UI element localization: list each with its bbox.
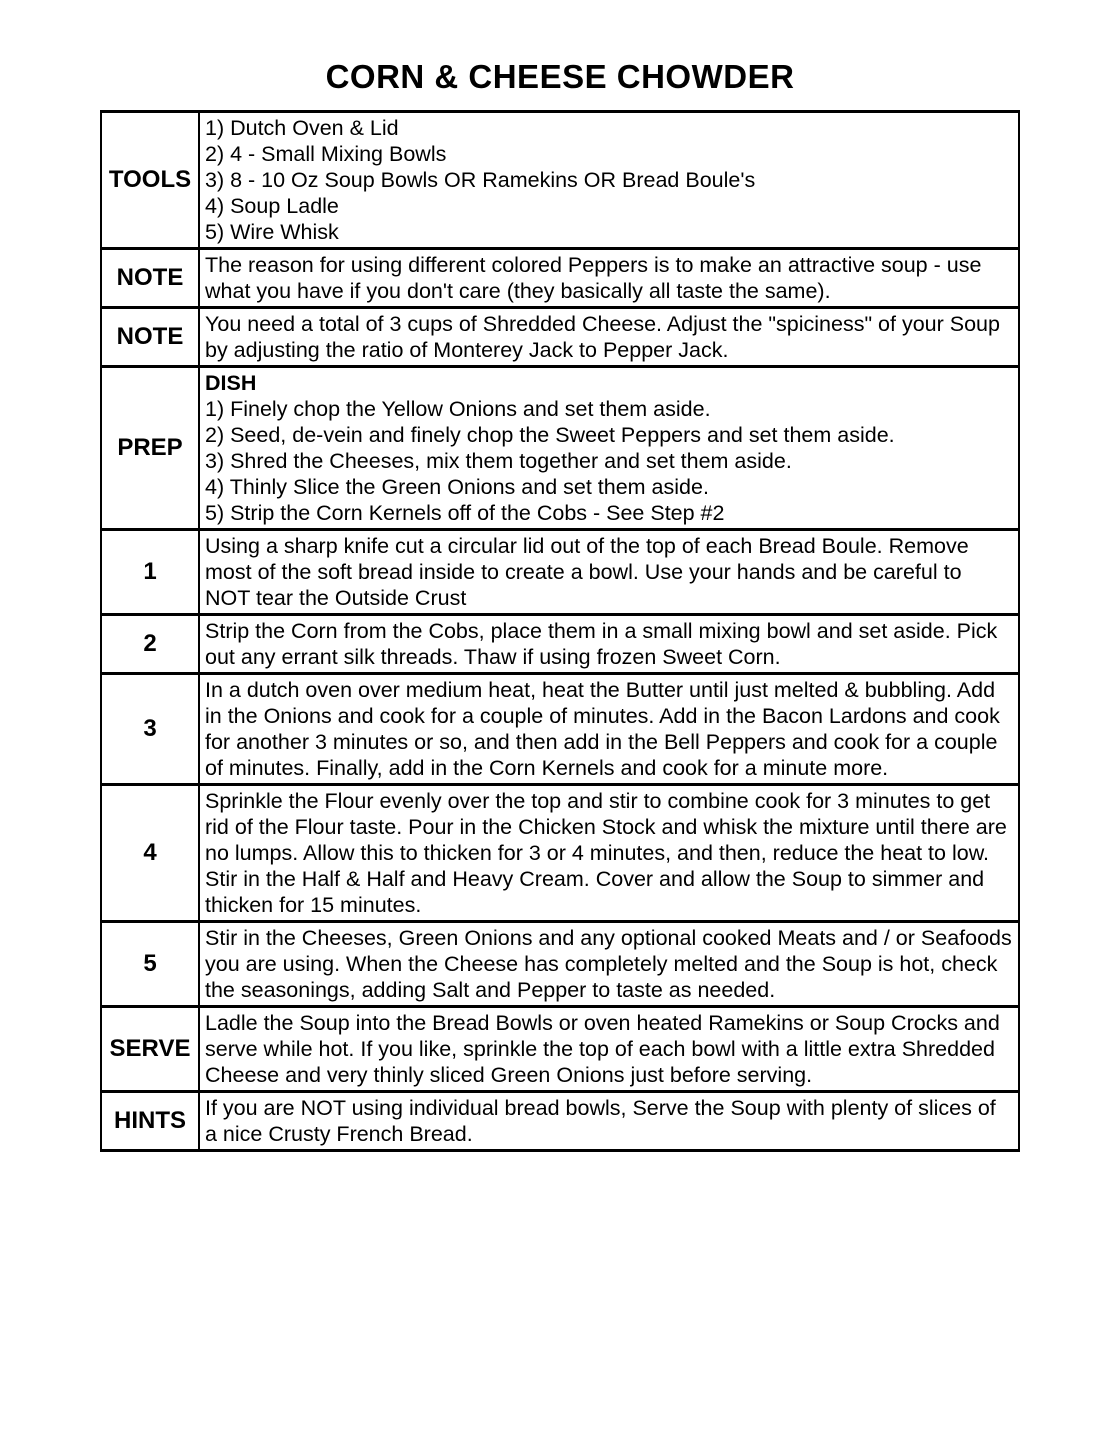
recipe-table-body [101, 112, 1019, 1151]
row-content [199, 674, 1019, 785]
content-text: You need a total of 3 cups of Shredded Cheese. Adjust the "spiciness" of your Soup by adjusting the ratio of Monterey Jack to Pepper Jack. [205, 312, 1000, 362]
row-content [199, 1092, 1019, 1151]
content-line: 3) Shred the Cheeses, mix them together and set them aside. [205, 449, 792, 473]
content-text: In a dutch oven over medium heat, heat the Butter until just melted & bubbling. Add in the Onions and cook for a couple of minutes. Add in the Bacon Lardons and cook for another 3 minutes or so, and then add in the Bell Peppers and cook for a couple of minutes. Finally, add in the Corn Kernels and cook for a minute more. [205, 678, 1000, 780]
content-line: 2) 4 - Small Mixing Bowls [205, 142, 447, 166]
content-text: Strip the Corn from the Cobs, place them in a small mixing bowl and set aside. Pick out any errant silk threads. Thaw if using frozen Sweet Corn. [205, 619, 998, 669]
content-line: 4) Thinly Slice the Green Onions and set them aside. [205, 475, 709, 499]
content-line: 5) Wire Whisk [205, 220, 339, 244]
row-content [199, 1007, 1019, 1092]
row-content [199, 785, 1019, 922]
content-text: Using a sharp knife cut a circular lid out of the top of each Bread Boule. Remove most of the soft bread inside to create a bowl. Use your hands and be careful to NOT tear the Outside Crust [205, 534, 969, 610]
row-label-4: 4 [101, 785, 199, 922]
row-label-hints: HINTS [101, 1092, 199, 1151]
content-line: 2) Seed, de-vein and finely chop the Sweet Peppers and set them aside. [205, 423, 895, 447]
row-content [199, 249, 1019, 308]
table-row [101, 1092, 1019, 1151]
row-content [199, 922, 1019, 1007]
row-content [199, 308, 1019, 367]
row-label-note: NOTE [101, 249, 199, 308]
row-label-1: 1 [101, 530, 199, 615]
content-text: Ladle the Soup into the Bread Bowls or oven heated Ramekins or Soup Crocks and serve while hot. If you like, sprinkle the top of each bowl with a little extra Shredded Cheese and very thinly sliced Green Onions just before serving. [205, 1011, 1000, 1087]
page-title: CORN & CHEESE CHOWDER [325, 58, 795, 95]
row-label-note: NOTE [101, 308, 199, 367]
content-text: Stir in the Cheeses, Green Onions and any optional cooked Meats and / or Seafoods you are using. When the Cheese has completely melted and the Soup is hot, check the seasonings, adding Salt and Pepper to taste as needed. [205, 926, 1012, 1002]
row-content [199, 530, 1019, 615]
row-label-prep: PREP [101, 367, 199, 530]
row-label-3: 3 [101, 674, 199, 785]
content-line: 5) Strip the Corn Kernels off of the Cobs - See Step #2 [205, 501, 725, 525]
content-line: 1) Finely chop the Yellow Onions and set them aside. [205, 397, 711, 421]
row-label-tools: TOOLS [101, 112, 199, 249]
content-line: 1) Dutch Oven & Lid [205, 116, 399, 140]
table-row [101, 615, 1019, 674]
content-text: Sprinkle the Flour evenly over the top and stir to combine cook for 3 minutes to get rid of the Flour taste. Pour in the Chicken Stock and whisk the mixture until there are no lumps. Allow this to thicken for 3 or 4 minutes, and then, reduce the heat to low. Stir in the Half & Half and Heavy Cream. Cover and allow the Soup to simmer and thicken for 15 minutes. [205, 789, 1007, 917]
table-row [101, 1007, 1019, 1092]
row-label-5: 5 [101, 922, 199, 1007]
table-row [101, 922, 1019, 1007]
table-row [101, 674, 1019, 785]
table-row [101, 249, 1019, 308]
content-text: If you are NOT using individual bread bowls, Serve the Soup with plenty of slices of a nice Crusty French Bread. [205, 1096, 996, 1146]
row-content [199, 615, 1019, 674]
table-row [101, 308, 1019, 367]
content-line: 3) 8 - 10 Oz Soup Bowls OR Ramekins OR Bread Boule's [205, 168, 756, 192]
row-content [199, 367, 1019, 530]
row-content [199, 112, 1019, 249]
row-label-2: 2 [101, 615, 199, 674]
row-label-serve: SERVE [101, 1007, 199, 1092]
content-line: 4) Soup Ladle [205, 194, 339, 218]
content-text: The reason for using different colored Peppers is to make an attractive soup - use what you have if you don't care (they basically all taste the same). [205, 253, 982, 303]
table-row [101, 785, 1019, 922]
table-row [101, 112, 1019, 249]
recipe-table [100, 110, 1020, 1152]
table-row [101, 367, 1019, 530]
table-row [101, 530, 1019, 615]
content-heading: DISH [205, 371, 257, 395]
